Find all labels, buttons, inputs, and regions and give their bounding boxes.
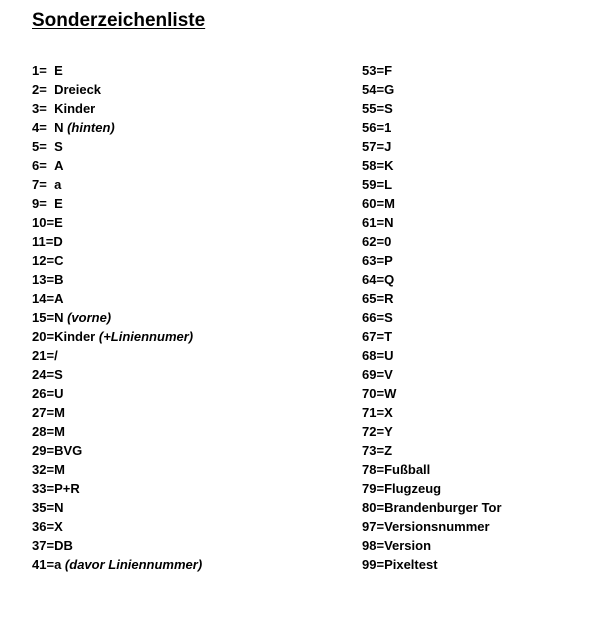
entry-value: U xyxy=(54,386,64,401)
entry-value: E xyxy=(54,63,63,78)
entry-value: R xyxy=(384,291,394,306)
list-item xyxy=(32,403,202,422)
entry-value: C xyxy=(54,253,64,268)
entry-value: Flugzeug xyxy=(384,481,442,496)
entry-code: 29= xyxy=(32,443,55,458)
entry-value: 0 xyxy=(384,234,392,249)
entry-code: 56= xyxy=(362,120,385,135)
entry-value: X xyxy=(54,519,63,534)
entry-value: Version xyxy=(384,538,432,553)
entry-code: 80= xyxy=(362,500,385,515)
entry-code: 41= xyxy=(32,557,55,572)
entry-value: U xyxy=(384,348,394,363)
entry-value: Dreieck xyxy=(54,82,102,97)
entry-value: M xyxy=(54,424,65,439)
list-item xyxy=(362,80,502,99)
entry-code: 11= xyxy=(32,234,54,249)
entry-code: 10= xyxy=(32,215,55,230)
list-item xyxy=(362,175,502,194)
entry-value: V xyxy=(384,367,393,382)
list-item xyxy=(362,270,502,289)
list-item xyxy=(362,213,502,232)
entry-code: 97= xyxy=(362,519,385,534)
list-item xyxy=(362,327,502,346)
entry-value: P xyxy=(384,253,393,268)
entry-value: B xyxy=(54,272,64,287)
entry-code: 15= xyxy=(32,310,55,325)
entry-code: 54= xyxy=(362,82,385,97)
entry-value: W xyxy=(384,386,397,401)
list-item xyxy=(32,80,202,99)
entry-value: Pixeltest xyxy=(384,557,438,572)
entry-value: N xyxy=(54,120,64,135)
entry-code: 33= xyxy=(32,481,55,496)
entry-code: 68= xyxy=(362,348,385,363)
entry-code: 61= xyxy=(362,215,385,230)
list-item xyxy=(362,289,502,308)
list-item xyxy=(362,498,502,517)
entry-code: 12= xyxy=(32,253,55,268)
entry-code: 53= xyxy=(362,63,385,78)
entry-code: 59= xyxy=(362,177,385,192)
entry-code: 37= xyxy=(32,538,55,553)
list-item xyxy=(362,156,502,175)
entry-code: 79= xyxy=(362,481,385,496)
entry-value: D xyxy=(53,234,63,249)
entry-value: / xyxy=(54,348,58,363)
entry-code: 65= xyxy=(362,291,385,306)
entry-value: N xyxy=(54,310,64,325)
list-item xyxy=(32,498,202,517)
list-item xyxy=(362,118,502,137)
entry-code: 14= xyxy=(32,291,55,306)
entry-value: 1 xyxy=(384,120,392,135)
entry-code: 24= xyxy=(32,367,55,382)
entry-code: 58= xyxy=(362,158,385,173)
list-item xyxy=(32,61,202,80)
entry-value: T xyxy=(384,329,393,344)
list-item xyxy=(32,156,202,175)
entry-value: E xyxy=(54,215,63,230)
entry-value: Kinder xyxy=(54,329,96,344)
entry-code: 6= xyxy=(32,158,47,173)
entry-code: 67= xyxy=(362,329,385,344)
entry-value: Fußball xyxy=(384,462,431,477)
list-item xyxy=(362,536,502,555)
list-item xyxy=(362,308,502,327)
entry-code: 55= xyxy=(362,101,385,116)
entry-code: 36= xyxy=(32,519,55,534)
entry-value: Y xyxy=(384,424,393,439)
list-item xyxy=(32,441,202,460)
entry-code: 73= xyxy=(362,443,385,458)
list-item xyxy=(32,270,202,289)
entry-value: L xyxy=(384,177,393,192)
list-item xyxy=(32,213,202,232)
entry-value: Q xyxy=(384,272,395,287)
entry-code: 71= xyxy=(362,405,385,420)
list-item xyxy=(362,460,502,479)
list-item xyxy=(362,479,502,498)
entry-value: M xyxy=(54,405,65,420)
entry-code: 20= xyxy=(32,329,55,344)
entry-value: S xyxy=(384,310,393,325)
entry-value: A xyxy=(54,158,64,173)
entry-code: 2= xyxy=(32,82,47,97)
entry-value: X xyxy=(384,405,393,420)
entry-code: 7= xyxy=(32,177,47,192)
list-item xyxy=(32,232,202,251)
entry-value: Versionsnummer xyxy=(384,519,490,534)
entry-code: 4= xyxy=(32,120,47,135)
list-item xyxy=(362,194,502,213)
entry-value: E xyxy=(54,196,63,211)
list-item xyxy=(362,346,502,365)
list-item xyxy=(32,327,202,346)
entry-value: M xyxy=(54,462,65,477)
list-item xyxy=(362,422,502,441)
entry-code: 60= xyxy=(362,196,385,211)
list-item xyxy=(32,460,202,479)
list-item xyxy=(32,517,202,536)
entry-value: N xyxy=(384,215,394,230)
list-item xyxy=(32,346,202,365)
entry-code: 26= xyxy=(32,386,55,401)
entry-value: S xyxy=(384,101,393,116)
list-item xyxy=(362,251,502,270)
entry-value: a xyxy=(54,557,62,572)
entry-code: 3= xyxy=(32,101,47,116)
entry-value: DB xyxy=(54,538,73,553)
entry-value: Kinder xyxy=(54,101,96,116)
entry-value: K xyxy=(384,158,394,173)
entry-value: Z xyxy=(384,443,393,458)
list-item xyxy=(32,555,202,574)
entry-code: 32= xyxy=(32,462,55,477)
entry-note: (hinten) xyxy=(67,120,115,135)
entry-code: 5= xyxy=(32,139,47,154)
list-item xyxy=(32,118,202,137)
list-item xyxy=(32,422,202,441)
entry-code: 27= xyxy=(32,405,55,420)
entry-code: 66= xyxy=(362,310,385,325)
entry-code: 78= xyxy=(362,462,385,477)
list-item xyxy=(32,251,202,270)
list-item xyxy=(32,137,202,156)
list-item xyxy=(362,61,502,80)
entry-code: 69= xyxy=(362,367,385,382)
list-item xyxy=(362,232,502,251)
list-item xyxy=(32,365,202,384)
list-item xyxy=(362,441,502,460)
entry-code: 62= xyxy=(362,234,385,249)
left-column xyxy=(32,61,202,574)
list-item xyxy=(362,403,502,422)
list-item xyxy=(362,517,502,536)
page-title: Sonderzeichenliste xyxy=(32,10,206,31)
list-item xyxy=(362,384,502,403)
entry-note: (vorne) xyxy=(67,310,112,325)
entry-value: BVG xyxy=(54,443,83,458)
entry-code: 1= xyxy=(32,63,47,78)
list-item xyxy=(362,555,502,574)
entry-value: G xyxy=(384,82,395,97)
entry-code: 98= xyxy=(362,538,385,553)
list-item xyxy=(32,384,202,403)
list-item xyxy=(32,194,202,213)
entry-code: 57= xyxy=(362,139,385,154)
list-item xyxy=(32,289,202,308)
list-item xyxy=(362,365,502,384)
list-item xyxy=(32,308,202,327)
list-item xyxy=(32,99,202,118)
entry-value: A xyxy=(54,291,64,306)
list-item xyxy=(362,99,502,118)
entry-value: Brandenburger Tor xyxy=(384,500,502,515)
right-column xyxy=(362,61,502,574)
entry-value: N xyxy=(54,500,64,515)
list-item xyxy=(362,137,502,156)
entry-code: 21= xyxy=(32,348,55,363)
entry-value: a xyxy=(54,177,62,192)
entry-code: 64= xyxy=(362,272,385,287)
entry-value: P+R xyxy=(54,481,80,496)
list-item xyxy=(32,175,202,194)
entry-note: (+Liniennumer) xyxy=(98,329,194,344)
list-item xyxy=(32,479,202,498)
entry-value: M xyxy=(384,196,395,211)
entry-value: F xyxy=(384,63,393,78)
entry-code: 72= xyxy=(362,424,385,439)
entry-note: (davor Liniennummer) xyxy=(64,557,203,572)
entry-code: 9= xyxy=(32,196,47,211)
entry-code: 28= xyxy=(32,424,55,439)
entry-code: 99= xyxy=(362,557,385,572)
entry-code: 35= xyxy=(32,500,55,515)
entry-code: 63= xyxy=(362,253,385,268)
entry-value: J xyxy=(384,139,392,154)
entry-code: 70= xyxy=(362,386,385,401)
list-item xyxy=(32,536,202,555)
entry-value: S xyxy=(54,367,63,382)
entry-code: 13= xyxy=(32,272,55,287)
entry-value: S xyxy=(54,139,63,154)
